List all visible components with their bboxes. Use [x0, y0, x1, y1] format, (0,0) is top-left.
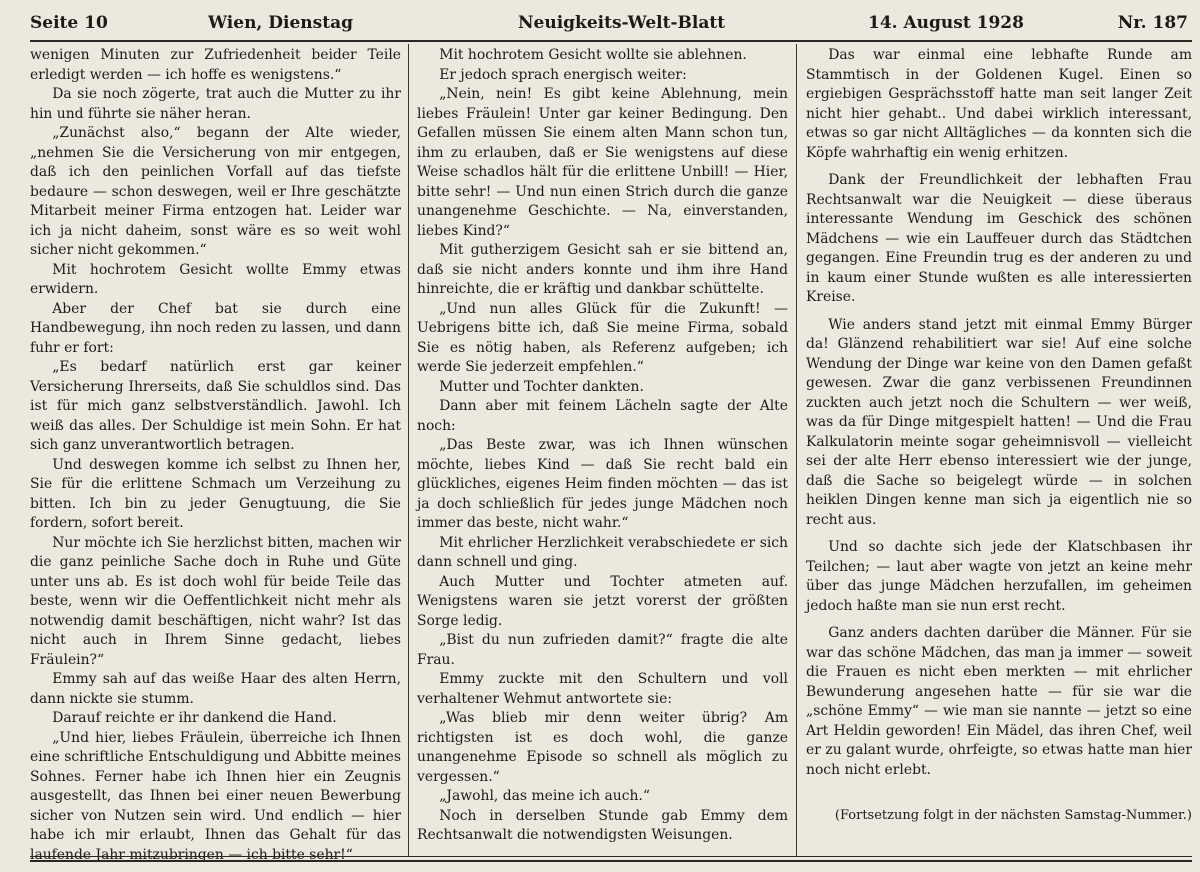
- paragraph: Ganz anders dachten darüber die Männer. Für sie war das schöne Mädchen, das man ja immer — soweit die Frauen es nicht eben merkten — mit ehrlicher Bewunderung angesehen hatte — für sie war die „schöne Emmy“ — wie man sie nannte — jetzt so eine Art Heldin geworden! Ein Mädel, das ihren Chef, weil er zu galant wurde, ohrfeigte, so etwas hatte man hier noch nicht erlebt.: [806, 625, 1192, 778]
- paragraph: Wie anders stand jetzt mit einmal Emmy Bürger da! Glänzend rehabilitiert war sie! Auf eine solche Wendung der Dinge war keine von den Damen gefaßt gewesen. Zwar die ganz verbissenen Freundinnen zuckten auch jetzt noch die Schultern — wer weiß, was da für Dinge mitgespielt hatten! — Und die Frau Kalkulatorin meinte sogar geheimnisvoll — vielleicht sei der alte Herr ebenso interessiert wie der junge, daß die Sache so beigelegt würde — in solchen heiklen Dingen kenne man sich ja eigentlich nie so recht aus.: [806, 316, 1192, 528]
- paragraph: „Jawohl, das meine ich auch.“: [439, 788, 650, 804]
- paragraph: Mit ehrlicher Herzlichkeit verabschiedete er sich dann schnell und ging.: [417, 534, 788, 570]
- page-header: [30, 13, 1192, 39]
- paragraph: „Bist du nun zufrieden damit?“ fragte die alte Frau.: [417, 632, 788, 668]
- paragraph: Und deswegen komme ich selbst zu Ihnen her, Sie für die erlittene Schmach um Verzeihung zu bitten. Ich bin zu jeder Genugtuung, die Sie fordern, sofort bereit.: [30, 456, 401, 531]
- paragraph: Emmy sah auf das weiße Haar des alten Herrn, dann nickte sie stumm.: [30, 671, 401, 707]
- paragraph: Mutter und Tochter dankten.: [439, 378, 644, 395]
- paragraph: „Zunächst also,“ begann der Alte wieder, „nehmen Sie die Versicherung von mir entgegen, daß ich den peinlichen Vorfall auf das tiefste bedaure — schon deswegen, weil er Ihre geschätzte Mitarbeit meiner Firma entzogen hat. Leider war ich ja nicht daheim, sonst wäre es so weit wohl sicher nicht gekommen.“: [30, 125, 401, 258]
- paragraph: „Und hier, liebes Fräulein, überreiche ich Ihnen eine schriftliche Entschuldigung und Abbitte meines Sohnes. Ferner habe ich Ihnen hier ein Zeugnis ausgestellt, das Ihnen bei einer neuen Bewerbung sicher von Nutzen sein wird. Und endlich — hier habe ich mir erlaubt, Ihnen das Gehalt für das laufende Jahr mitzubringen — ich bitte sehr!“: [30, 729, 401, 863]
- place-weekday: Wien, Dienstag: [208, 13, 353, 33]
- paragraph: „Und nun alles Glück für die Zukunft! — Uebrigens bitte ich, daß Sie meine Firma, sobald Sie es nötig haben, als Referenz aufgeben; ich werde Sie jederzeit empfehlen.“: [417, 300, 788, 375]
- continuation-note: (Fortsetzung folgt in der nächsten Samstag-Nummer.): [834, 808, 1192, 823]
- paragraph: Er jedoch sprach energisch weiter:: [439, 66, 687, 83]
- paragraph: „Es bedarf natürlich erst gar keiner Versicherung Ihrerseits, daß Sie schuldlos sind. Das ist für mich ganz selbstverständlich. Jawohl. Ich weiß das alles. Der Schuldige ist mein Sohn. Er hat sich ganz unverantwortlich betragen.: [30, 359, 401, 453]
- paragraph: Nur möchte ich Sie herzlichst bitten, machen wir die ganz peinliche Sache doch in Ruhe und Güte unter uns ab. Es ist doch wohl für beide Teile das beste, wenn wir die Oeffentlichkeit nicht mehr als notwendig damit beschäftigen, nicht wahr? Ist das nicht auch in Ihrem Sinne gedacht, liebes Fräulein?“: [30, 534, 401, 668]
- newspaper-title: Neuigkeits-Welt-Blatt: [518, 13, 726, 33]
- paragraph: Darauf reichte er ihr dankend die Hand.: [52, 710, 337, 726]
- paragraph: Mit hochrotem Gesicht wollte Emmy etwas erwidern.: [30, 261, 401, 297]
- paragraph: Mit hochrotem Gesicht wollte sie ablehnen.: [439, 47, 747, 63]
- paragraph: „Was blieb mir denn weiter übrig? Am richtigsten ist es doch wohl, die ganze unangenehme Episode so schnell als möglich zu vergessen.“: [417, 710, 788, 785]
- paragraph: Emmy zuckte mit den Schultern und voll verhaltener Wehmut antwortete sie:: [417, 671, 788, 707]
- paragraph: Da sie noch zögerte, trat auch die Mutter zu ihr hin und führte sie näher heran.: [30, 86, 401, 122]
- paragraph: Das war einmal eine lebhafte Runde am Stammtisch in der Goldenen Kugel. Einen so ergiebigen Gesprächsstoff hatte man seit langer Zeit nicht hier gehabt.. Und dabei wirklich interessant, etwas so gar nicht Alltägliches — da konnten sich die Köpfe wahrhaftig ein wenig erhitzen.: [806, 47, 1192, 161]
- footer-rule: [30, 856, 1192, 857]
- issue-date: 14. August 1928: [868, 13, 1024, 33]
- paragraph: Noch in derselben Stunde gab Emmy dem Rechtsanwalt die notwendigsten Weisungen.: [417, 807, 788, 843]
- header-rule: [30, 40, 1192, 42]
- page-number: Seite 10: [30, 13, 108, 33]
- text-column-2: [417, 46, 788, 852]
- paragraph: „Nein, nein! Es gibt keine Ablehnung, mein liebes Fräulein! Unter gar keiner Bedingung. Den Gefallen müssen Sie einem alten Mann schon tun, ihm zu erlauben, daß er Sie wenigstens auf diese Weise schadlos hält für die erlittene Unbill! — Hier, bitte sehr! — Und nun einen Strich durch die ganze unangenehme Geschichte. — Na, einverstanden, liebes Kind?“: [417, 86, 788, 239]
- paragraph: Aber der Chef bat sie durch eine Handbewegung, ihn noch reden zu lassen, und dann fuhr er fort:: [30, 300, 401, 356]
- paragraph: Und so dachte sich jede der Klatschbasen ihr Teilchen; — laut aber wagte von jetzt an keine mehr über das junge Mädchen herzufallen, im geheimen jedoch haßte man sie nun erst recht.: [806, 539, 1192, 614]
- paragraph: wenigen Minuten zur Zufriedenheit beider Teile erledigt werden — ich hoffe es wenigstens.“: [30, 47, 401, 83]
- paragraph: Dann aber mit feinem Lächeln sagte der Alte noch:: [417, 398, 788, 434]
- paragraph: Dank der Freundlichkeit der lebhaften Frau Rechtsanwalt war die Neuigkeit — diese überaus interessante Wendung im Geschick des schönen Mädchens — wie ein Lauffeuer durch das Städtchen gegangen. Eine Freundin trug es der anderen zu und in kaum einer Stunde wußten es alle interessierten Kreise.: [806, 172, 1192, 305]
- text-column-3: [806, 46, 1192, 852]
- paragraph: „Das Beste zwar, was ich Ihnen wünschen möchte, liebes Kind — daß Sie recht bald ein glückliches, eigenes Heim finden möchten — das ist ja doch schließlich für jedes junge Mädchen noch immer das beste, nicht wahr.“: [417, 437, 788, 531]
- footer-rule: [30, 860, 1192, 862]
- column-divider: [408, 44, 409, 856]
- paragraph: Auch Mutter und Tochter atmeten auf. Wenigstens waren sie jetzt vorerst der größten Sorge ledig.: [417, 573, 788, 629]
- column-divider: [796, 44, 797, 856]
- text-column-1: [30, 46, 401, 863]
- issue-number: Nr. 187: [1117, 13, 1188, 33]
- paragraph: Mit gutherzigem Gesicht sah er sie bittend an, daß sie nicht anders konnte und ihm ihre Hand hinreichte, die er kräftig und dankbar schüttelte.: [417, 242, 788, 297]
